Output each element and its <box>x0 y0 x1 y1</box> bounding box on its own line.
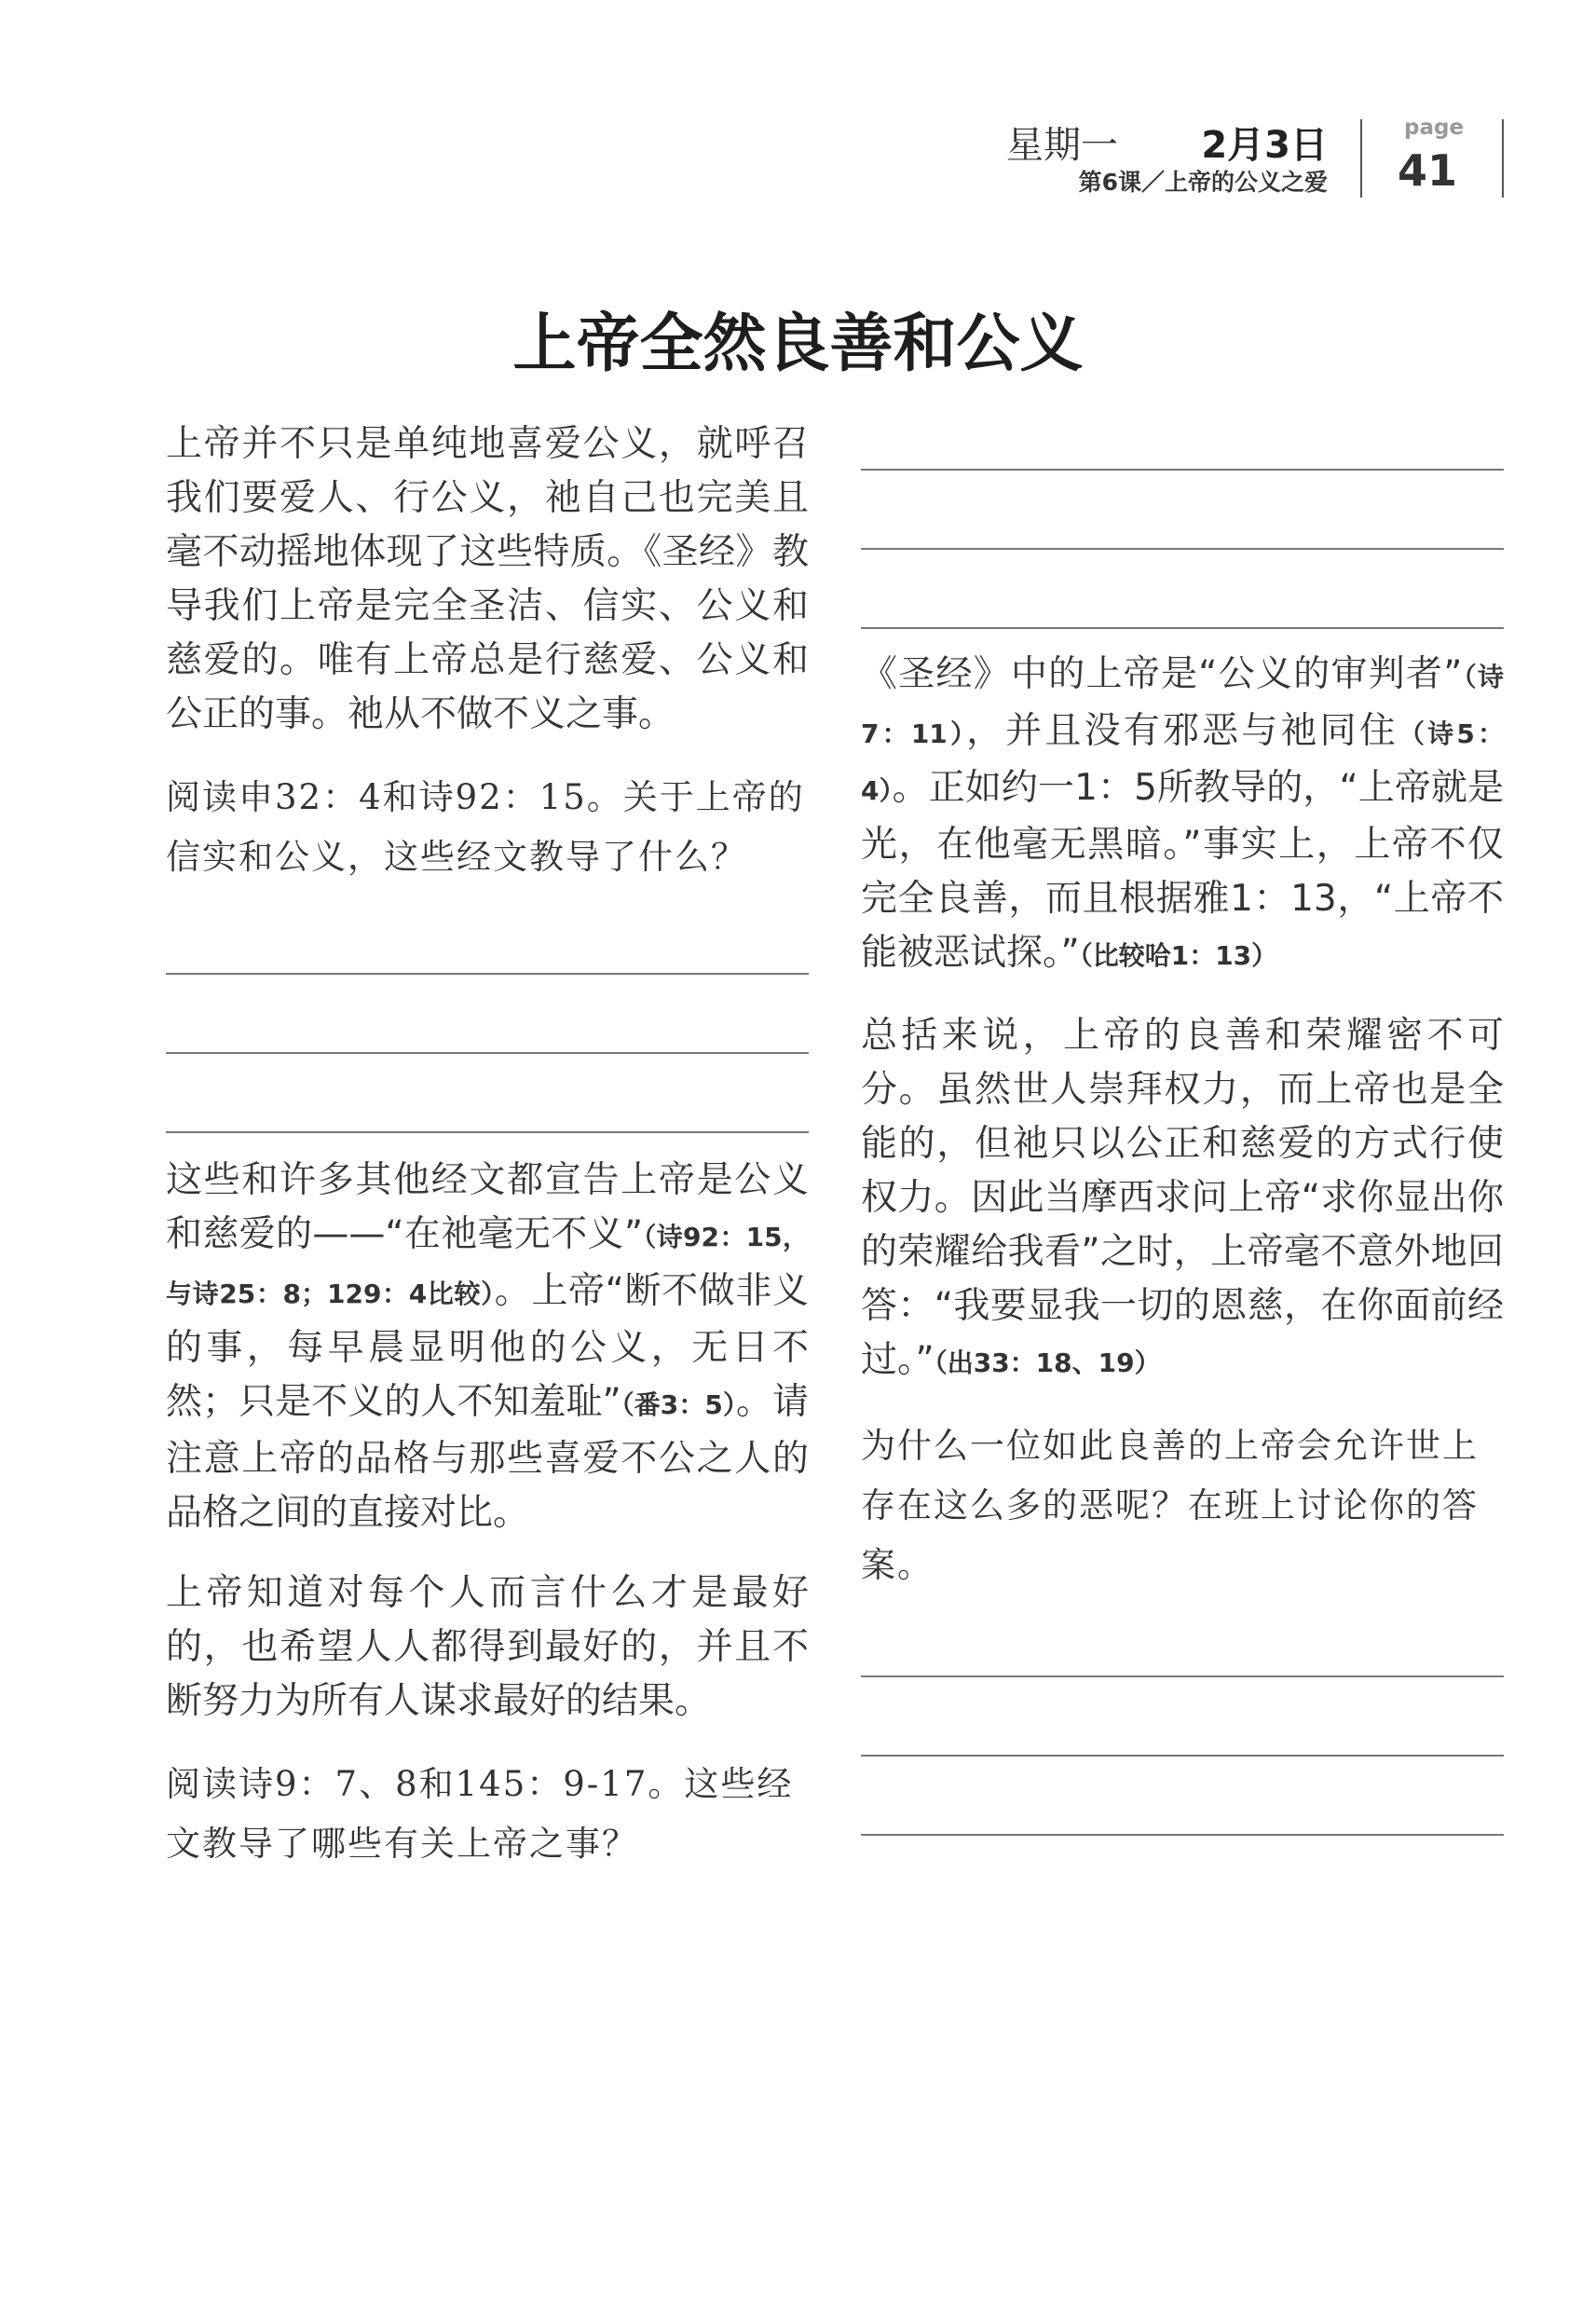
header-date: 2月3日 <box>1201 124 1328 167</box>
answer-line[interactable] <box>166 1052 809 1054</box>
answer-line[interactable] <box>861 548 1504 550</box>
page-label: page <box>1404 116 1465 140</box>
answer-lines-bottom[interactable] <box>861 1675 1504 1836</box>
header-lesson: 第6课／上帝的公义之爱 <box>1078 169 1328 196</box>
left-paragraph-3: 上帝知道对每个人而言什么才是最好的，也希望人人都得到最好的，并且不断努力为所有人谋求最好的结果。 <box>166 1572 809 1722</box>
header-day: 星期一 <box>1006 124 1118 167</box>
right-paragraph-2: 总括来说，上帝的良善和荣耀密不可分。虽然世人崇拜权力，而上帝也是全能的，但祂只以公正和慈爱的方式行使权力。因此当摩西求问上帝“求你显出你的荣耀给我看”之时，上帝毫不意外地回答：“我要显我一切的恩慈，在你面前经过。”（出33：18、19） <box>861 1015 1504 1381</box>
right-column <box>861 443 1504 1836</box>
answer-lines-1[interactable] <box>166 973 809 1133</box>
answer-line[interactable] <box>166 973 809 975</box>
header-divider <box>1360 119 1362 198</box>
right-question-1: 为什么一位如此良善的上帝会允许世上存在这么多的恶呢？在班上讨论你的答案。 <box>861 1426 1479 1585</box>
left-column <box>166 417 809 1874</box>
left-paragraph-1: 上帝并不只是单纯地喜爱公义，就呼召我们要爱人、行公义，祂自己也完美且毫不动摇地体现了这些特质。《圣经》教导我们上帝是完全圣洁、信实、公义和慈爱的。唯有上帝总是行慈爱、公义和公正的事。祂从不做不义之事。 <box>166 423 809 735</box>
answer-line[interactable] <box>861 1834 1504 1836</box>
left-paragraph-2: 这些和许多其他经文都宣告上帝是公义和慈爱的——“在祂毫无不义”（诗92：15，与诗25：8；129：4比较）。上帝“断不做非义的事，每早晨显明他的公义，无日不然；只是不义的人不知羞耻”（番3：5）。请注意上帝的品格与那些喜爱不公之人的品格之间的直接对比。 <box>166 1159 809 1534</box>
answer-lines-top[interactable] <box>861 469 1504 629</box>
page-number: 41 <box>1398 145 1458 196</box>
left-question-1: 阅读申32：4和诗92：15。关于上帝的信实和公义，这些经文教导了什么？ <box>166 777 805 877</box>
answer-line[interactable] <box>861 469 1504 471</box>
right-paragraph-1: 《圣经》中的上帝是“公义的审判者”（诗7：11），并且没有邪恶与祂同住（诗5：4）。正如约一1：5所教导的，“上帝就是光，在他毫无黑暗。”事实上，上帝不仅完全良善，而且根据雅1：13，“上帝不能被恶试探。”（比较哈1：13） <box>861 653 1504 974</box>
page-title: 上帝全然良善和公义 <box>512 307 1084 381</box>
header-right-rule <box>1502 119 1504 198</box>
answer-line[interactable] <box>861 1675 1504 1677</box>
left-question-2: 阅读诗9：7、8和145：9-17。这些经文教导了哪些有关上帝之事？ <box>166 1764 794 1864</box>
answer-line[interactable] <box>861 1755 1504 1757</box>
